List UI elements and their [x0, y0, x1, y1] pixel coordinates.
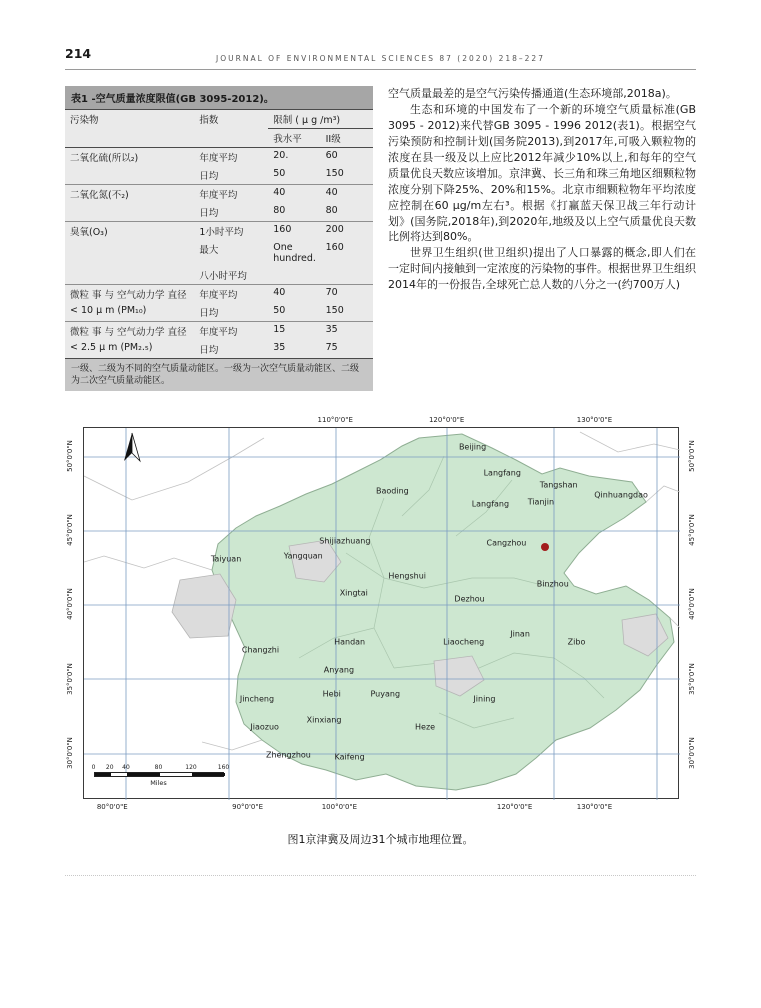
latitude-label: 35°0'0"N [65, 662, 74, 695]
table-cell: 75 [325, 342, 338, 353]
col-header-index: 指数 [199, 115, 219, 126]
header-rule [65, 69, 696, 70]
city-label: Xingtai [339, 588, 368, 598]
city-label: Dezhou [454, 594, 485, 604]
table-cell: 70 [321, 285, 373, 304]
longitude-label: 100°0'0"E [321, 803, 358, 812]
table-cell: 1小时平均 [194, 222, 268, 241]
scalebar-unit: Miles [150, 779, 167, 788]
table-cell: < 10 μ m (PM₁₀) [70, 305, 147, 316]
table-cell [65, 240, 194, 266]
table-cell: 40 [321, 185, 373, 204]
limits-table-body [65, 148, 373, 359]
table-cell: 150 [325, 305, 344, 316]
table-cell: 微粒 事 与 空气动力学 直径 [65, 322, 194, 341]
scalebar-tick: 0 [91, 764, 96, 772]
table-cell: 年度平均 [194, 322, 268, 341]
article-text [388, 86, 696, 293]
table-cell: 日均 [199, 345, 219, 356]
latitude-label: 30°0'0"N [65, 737, 74, 769]
scalebar-tick: 120 [185, 764, 197, 772]
city-label: Handan [334, 637, 366, 647]
city-label: Hengshui [388, 571, 427, 581]
col-header-class1: 我水平 [273, 134, 302, 145]
city-label: Cangzhou [486, 538, 527, 548]
table-cell: 160 [268, 222, 320, 241]
table-cell [65, 166, 194, 185]
table-row [65, 185, 373, 204]
table-cell: 微粒 事 与 空气动力学 直径 [65, 285, 194, 304]
table-cell: 80 [325, 205, 338, 216]
city-label: Langfang [471, 499, 510, 509]
table-cell: 150 [325, 168, 344, 179]
table-row [65, 203, 373, 222]
longitude-label: 120°0'0"E [496, 803, 533, 812]
city-label: Kaifeng [334, 752, 365, 762]
page-number: 214 [65, 46, 92, 61]
latitude-label: 50°0'0"N [687, 440, 696, 473]
table-row [65, 303, 373, 322]
city-label: Jining [473, 694, 496, 704]
table-cell: 八小时平均 [199, 271, 247, 282]
latitude-label: 30°0'0"N [687, 737, 696, 769]
city-label: Changzhi [241, 645, 280, 655]
table-cell: 二氧化氮(不₂) [65, 185, 194, 204]
city-label: Jiaozuo [250, 722, 279, 732]
table-cell: 15 [268, 322, 320, 341]
city-label: Zibo [567, 637, 586, 647]
table-cell [321, 266, 373, 285]
scalebar-tick: 40 [122, 764, 130, 772]
scalebar-tick: 160 [217, 764, 230, 772]
page-header [65, 46, 696, 62]
city-label: Qinhuangdao [594, 490, 648, 500]
table-row [65, 285, 373, 304]
latitude-label: 45°0'0"N [65, 514, 74, 546]
map-scalebar [91, 764, 244, 790]
scalebar-tick: 80 [154, 764, 163, 772]
city-label: Jincheng [239, 694, 275, 704]
table-cell: 35 [273, 342, 286, 353]
longitude-label: 120°0'0"E [428, 416, 465, 425]
table-cell: 二氧化硫(所以₂) [70, 153, 139, 164]
longitude-label: 130°0'0"E [576, 803, 613, 812]
table-cell: 35 [321, 322, 373, 341]
table-cell: 最大 [199, 245, 219, 256]
table-cell: 80 [273, 205, 286, 216]
scalebar-tick: 20 [105, 764, 114, 772]
table-cell: 年度平均 [199, 153, 238, 164]
city-label: Xinxiang [306, 715, 342, 725]
city-label: Liaocheng [443, 637, 485, 647]
map-figure [59, 415, 703, 819]
table-cell: 160 [325, 242, 344, 253]
table-footnote: 一级、二级为不同的空气质量动能区。一级为一次空气质量动能区、二级为二次空气质量动能区。 [65, 358, 373, 391]
latitude-label: 40°0'0"N [687, 588, 696, 621]
city-label: Anyang [323, 665, 355, 675]
table-row [65, 166, 373, 185]
city-label: Taiyuan [210, 554, 242, 564]
longitude-label: 130°0'0"E [576, 416, 613, 425]
limits-table [65, 110, 373, 358]
study-region [212, 434, 674, 790]
col-header-class2: II级 [325, 134, 341, 145]
city-label: Shijiazhuang [319, 536, 371, 546]
latitude-label: 35°0'0"N [687, 662, 696, 695]
city-label: Yangquan [283, 551, 323, 561]
table-cell [65, 203, 194, 222]
highlight-marker [541, 543, 549, 551]
paragraph: 世界卫生组织(世卫组织)提出了人口暴露的概念,即人们在一定时间内接触到一定浓度的污染物的事件。根据世界卫生组织2014年的一份报告,全球死亡总人数的八分之一(约700万人) [388, 246, 696, 292]
journal-title: JOURNAL OF ENVIRONMENTAL SCIENCES 87 (2020) 218–227 [216, 54, 545, 63]
city-label: Binzhou [536, 579, 569, 589]
city-label: Tianjin [527, 497, 555, 507]
city-label: Baoding [376, 486, 409, 496]
city-label: Puyang [370, 689, 401, 699]
page-content [65, 86, 696, 391]
longitude-label: 110°0'0"E [317, 416, 353, 425]
table-row [65, 340, 373, 358]
figure-caption: 图1京津冀及周边31个城市地理位置。 [287, 833, 474, 847]
table-cell: 50 [273, 168, 286, 179]
scalebar-bar [94, 772, 224, 777]
city-label: Tangshan [539, 480, 578, 490]
table-cell: 臭氧(O₃) [65, 222, 194, 241]
latitude-label: 40°0'0"N [65, 588, 74, 621]
table-row [65, 222, 373, 241]
latitude-label: 45°0'0"N [687, 514, 696, 546]
table-row [65, 240, 373, 266]
bottom-divider [65, 875, 696, 876]
paragraph: 生态和环境的中国发布了一个新的环境空气质量标准(GB 3095 - 2012)来代替GB 3095 - 1996 2012(表1)。根据空气污染预防和控制计划(国务院2013),到2017年,可吸入颗粒物的浓度在县一级及以上应比2012年减少10%以上,和每年的空气质量优良天数应该增加。京津冀、长三角和珠三角地区细颗粒物浓度分别下降25%、20%和15%。北京市细颗粒物年平均浓度应控制在60 μg/m左右³。根据《打赢蓝天保卫战三年行动计划》(国务院,2018年),到2020年,地级及以上空气质量优良天数比例将达到80%。 [388, 102, 696, 244]
city-label: Beijing [458, 442, 487, 452]
table-cell: 年度平均 [194, 285, 268, 304]
paragraph: 空气质量最差的是空气污染传播通道(生态环境部,2018a)。 [388, 87, 677, 100]
table-cell: 50 [273, 305, 286, 316]
figure-1 [59, 415, 703, 847]
table-row [65, 148, 373, 167]
table-row [65, 266, 373, 285]
city-label: Zhengzhou [265, 750, 311, 760]
table-cell: One hundred. [273, 242, 316, 264]
table-cell: 200 [321, 222, 373, 241]
longitude-label: 80°0'0"E [96, 803, 128, 812]
city-label: Heze [415, 722, 436, 732]
left-column [65, 86, 373, 391]
table-cell: 年度平均 [194, 185, 268, 204]
col-header-pollutant: 污染物 [70, 115, 99, 126]
col-header-limit: 限制 ( μ g /m³) [268, 110, 373, 129]
map-svg [84, 428, 680, 800]
city-label: Langfang [483, 468, 521, 478]
table-cell: 日均 [199, 208, 219, 219]
table-cell: 40 [268, 185, 320, 204]
map-plot-area [83, 427, 679, 799]
table-cell: 日均 [199, 171, 219, 182]
latitude-label: 50°0'0"N [65, 440, 74, 473]
city-label: Jinan [510, 629, 530, 639]
table-cell: 日均 [199, 308, 219, 319]
table-cell: 20. [273, 150, 289, 161]
table-cell: 60 [325, 150, 338, 161]
table-cell [268, 266, 320, 285]
city-label: Hebi [322, 689, 341, 699]
longitude-label: 90°0'0"E [232, 803, 264, 812]
table-cell: 40 [268, 285, 320, 304]
table-1 [65, 86, 373, 391]
table-row [65, 322, 373, 341]
table-title: 表1 -空气质量浓度限值(GB 3095-2012)。 [65, 86, 373, 110]
table-cell [65, 266, 194, 285]
table-cell: < 2.5 μ m (PM₂.₅) [70, 342, 153, 353]
